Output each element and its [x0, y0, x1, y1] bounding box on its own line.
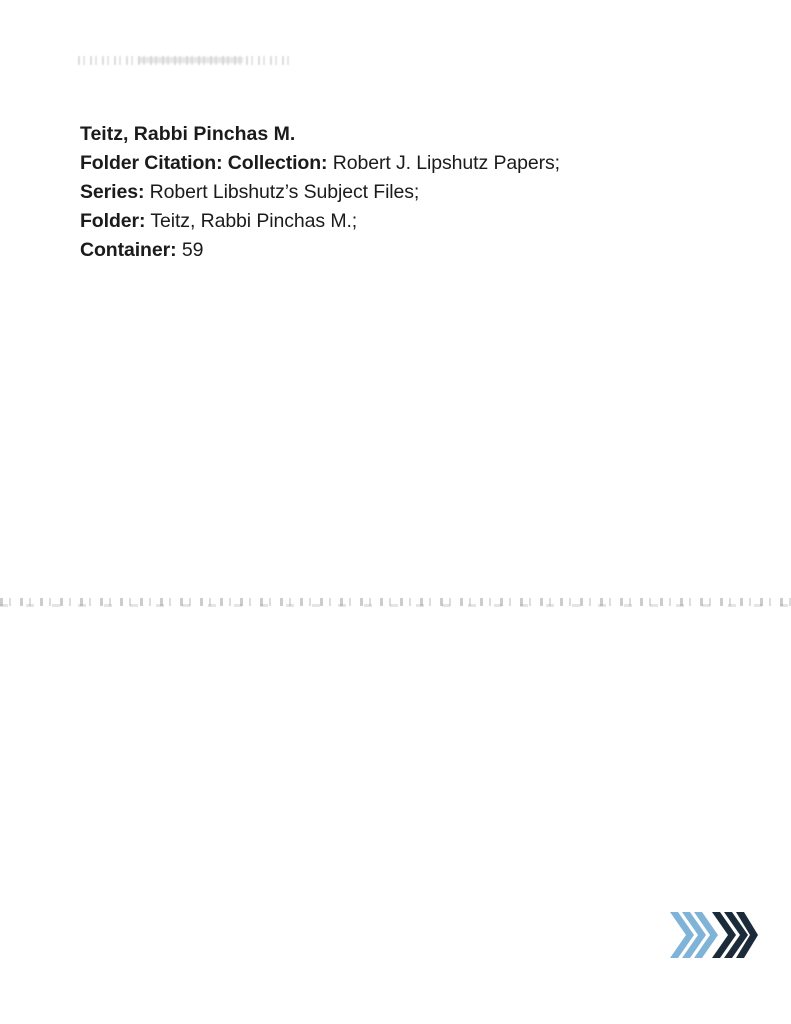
scan-artifact-top — [78, 56, 293, 65]
record-block — [80, 120, 720, 265]
field-folder — [80, 207, 720, 236]
field-value: Robert J. Lipshutz Papers; — [332, 152, 560, 174]
archives-chevron-logo — [668, 906, 758, 964]
field-value: 59 — [181, 239, 204, 261]
field-value: Robert Libshutz’s Subject Files; — [149, 181, 420, 203]
field-label: Folder Citation: Collection: — [80, 152, 328, 174]
field-value: Teitz, Rabbi Pinchas M.; — [150, 210, 358, 232]
field-folder-citation — [80, 149, 720, 178]
field-series — [80, 178, 720, 207]
scan-separator-line-secondary — [0, 604, 791, 607]
page-title: Teitz, Rabbi Pinchas M. — [80, 123, 296, 145]
field-container — [80, 236, 720, 265]
field-label: Series: — [80, 181, 145, 203]
field-label: Folder: — [80, 210, 146, 232]
field-label: Container: — [80, 239, 177, 261]
